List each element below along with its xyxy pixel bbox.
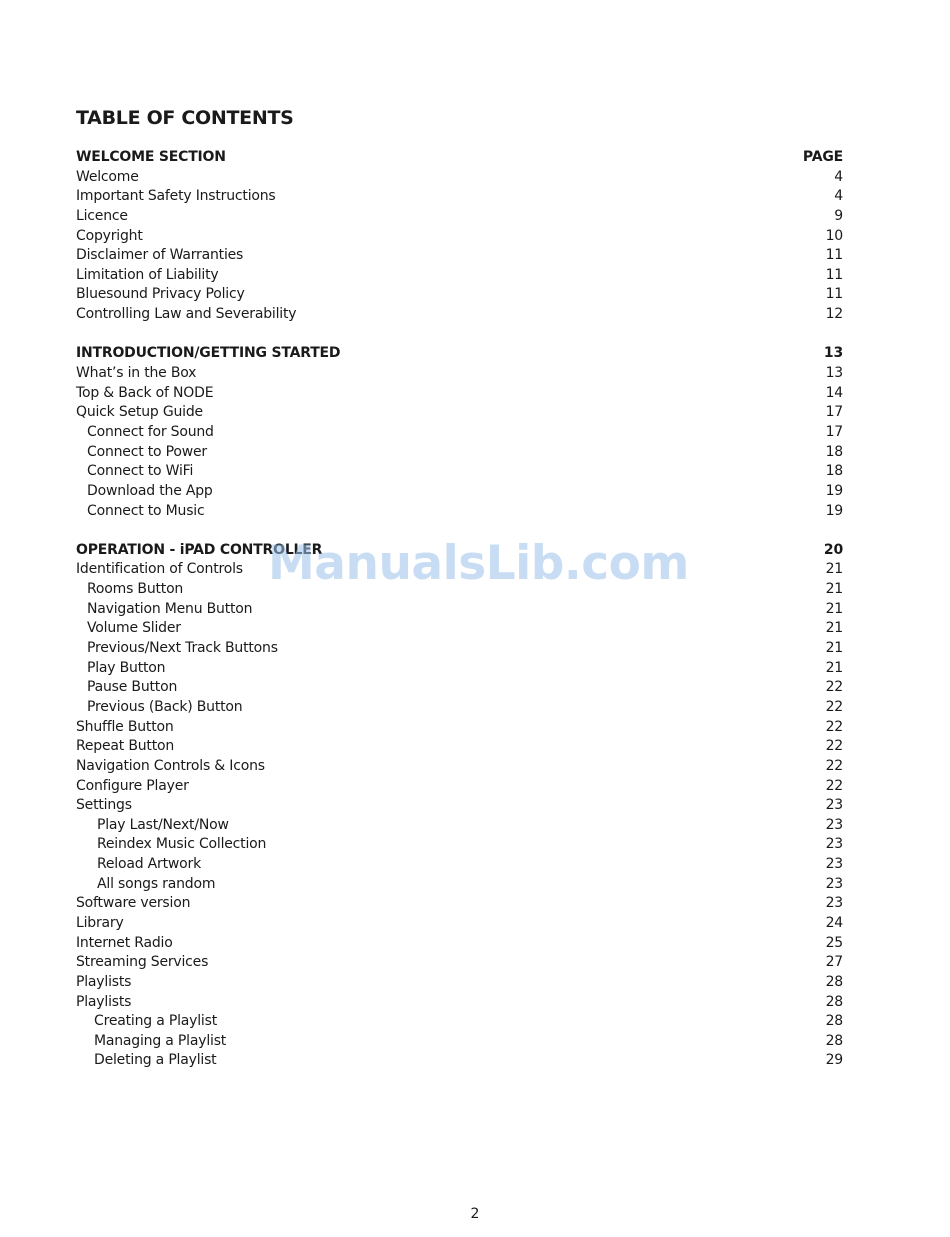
toc-entry[interactable] — [76, 1012, 843, 1032]
section-heading-page: PAGE — [802, 149, 843, 165]
toc-entry[interactable] — [76, 600, 843, 620]
toc-entry-page: 11 — [825, 266, 843, 283]
toc-entry-label: Important Safety Instructions — [76, 188, 276, 205]
toc-entry[interactable] — [76, 482, 843, 502]
toc-entry-page: 22 — [825, 679, 843, 696]
page-number: 2 — [470, 1206, 480, 1222]
toc-entry-label: Identification of Controls — [76, 561, 243, 578]
toc-entry[interactable] — [76, 423, 843, 443]
toc-entry-page: 21 — [825, 620, 843, 637]
toc-entry-label: Connect to WiFi — [87, 463, 194, 480]
toc-entry-label: Playlists — [76, 973, 132, 990]
toc-entry[interactable] — [76, 875, 843, 895]
toc-entry-page: 22 — [825, 777, 843, 794]
toc-entry-label: Streaming Services — [76, 954, 209, 971]
toc-entry[interactable] — [76, 227, 843, 247]
toc-entry-page: 4 — [834, 188, 843, 205]
toc-entry-label: What’s in the Box — [76, 365, 197, 382]
toc-entry[interactable] — [76, 934, 843, 954]
section-heading-label: OPERATION - iPAD CONTROLLER — [76, 541, 323, 558]
toc-entry-page: 14 — [825, 384, 843, 401]
toc-entry-label: Play Last/Next/Now — [97, 816, 229, 833]
toc-entry-label: Software version — [76, 895, 191, 912]
toc-entry-label: Top & Back of NODE — [76, 384, 214, 401]
toc-entry[interactable] — [76, 777, 843, 797]
toc-entry-page: 18 — [825, 443, 843, 460]
toc-entry-page: 13 — [825, 365, 843, 382]
toc-entry[interactable] — [76, 619, 843, 639]
toc-entry[interactable] — [76, 639, 843, 659]
toc-entry-label: Connect for Sound — [87, 423, 214, 440]
toc-entry-page: 21 — [825, 640, 843, 657]
toc-entry-label: Limitation of Liability — [76, 266, 219, 283]
toc-entry-page: 22 — [825, 738, 843, 755]
toc-entry-page: 9 — [834, 207, 843, 224]
toc-entry[interactable] — [76, 737, 843, 757]
watermark: ManualsLib.com — [268, 536, 689, 591]
toc-entry-label: Controlling Law and Severability — [76, 306, 297, 323]
toc-entry-page: 29 — [825, 1052, 843, 1069]
section-heading-label: WELCOME SECTION — [76, 149, 226, 165]
toc-entry-page: 21 — [825, 561, 843, 578]
toc-entry-label: Volume Slider — [87, 620, 181, 637]
toc-entry[interactable] — [76, 207, 843, 227]
toc-entry-page: 23 — [825, 836, 843, 853]
toc-entry-label: Play Button — [87, 659, 166, 676]
toc-entry[interactable] — [76, 914, 843, 934]
toc-entry-label: Internet Radio — [76, 934, 173, 951]
toc-entry-page: 22 — [825, 757, 843, 774]
toc-entry-page: 21 — [825, 659, 843, 676]
toc-entry-page: 19 — [825, 502, 843, 519]
toc-entry-label: Bluesound Privacy Policy — [76, 286, 245, 303]
toc-entry-page: 11 — [825, 247, 843, 264]
toc-entry-page: 11 — [825, 286, 843, 303]
toc-entry-label: Shuffle Button — [76, 718, 174, 735]
toc-entry-page: 18 — [825, 463, 843, 480]
toc-entry-label: Creating a Playlist — [94, 1013, 217, 1030]
toc-entry-label: Previous (Back) Button — [87, 698, 243, 715]
toc-entry-label: Deleting a Playlist — [94, 1052, 217, 1069]
toc-entry-label: Reload Artwork — [97, 856, 201, 873]
page-title: TABLE OF CONTENTS — [76, 107, 294, 129]
toc-entry-label: Pause Button — [87, 679, 178, 696]
toc-entry[interactable] — [76, 364, 843, 384]
toc-entry-label: Configure Player — [76, 777, 189, 794]
section-heading-label: INTRODUCTION/GETTING STARTED — [76, 345, 341, 362]
toc-entry-page: 21 — [825, 581, 843, 598]
toc-entry[interactable] — [76, 266, 843, 286]
toc-entry-page: 23 — [825, 895, 843, 912]
toc-entry[interactable] — [76, 993, 843, 1013]
toc-entry-page: 25 — [825, 934, 843, 951]
toc-entry-label: Connect to Power — [87, 443, 207, 460]
toc-entry-label: Welcome — [76, 168, 139, 185]
toc-entry[interactable] — [76, 894, 843, 914]
toc-entry[interactable] — [76, 953, 843, 973]
section-heading-page: 20 — [823, 541, 843, 558]
toc-entry-label: Managing a Playlist — [94, 1032, 227, 1049]
toc-entry-label: Download the App — [87, 482, 213, 499]
toc-entry[interactable] — [76, 757, 843, 777]
toc-entry[interactable] — [76, 246, 843, 266]
toc-entry-page: 28 — [825, 1013, 843, 1030]
section-heading[interactable] — [76, 148, 843, 168]
toc-entry[interactable] — [76, 659, 843, 679]
toc-entry-label: Navigation Controls & Icons — [76, 757, 265, 774]
toc-entry-page: 27 — [825, 954, 843, 971]
toc-entry-label: Repeat Button — [76, 738, 175, 755]
section-spacer — [76, 325, 843, 345]
toc-entry-page: 23 — [825, 856, 843, 873]
toc-entry[interactable] — [76, 973, 843, 993]
toc-entry-label: Playlists — [76, 993, 132, 1010]
toc-entry-label: Rooms Button — [87, 581, 184, 598]
toc-entry-label: Library — [76, 914, 124, 931]
toc-entry-page: 22 — [825, 698, 843, 715]
toc-entry-label: Settings — [76, 797, 132, 814]
toc-entry[interactable] — [76, 855, 843, 875]
toc-entry-page: 24 — [825, 914, 843, 931]
toc-entry-page: 4 — [834, 168, 843, 185]
toc-entry-label: Licence — [76, 207, 128, 224]
toc-entry-page: 10 — [825, 227, 843, 244]
toc-list — [76, 148, 843, 1071]
toc-entry[interactable] — [76, 796, 843, 816]
toc-entry-label: Copyright — [76, 227, 143, 244]
toc-entry[interactable] — [76, 718, 843, 738]
toc-entry[interactable] — [76, 1032, 843, 1052]
toc-entry-label: All songs random — [97, 875, 216, 892]
toc-entry[interactable] — [76, 443, 843, 463]
toc-entry[interactable] — [76, 384, 843, 404]
toc-entry[interactable] — [76, 305, 843, 325]
toc-entry-page: 28 — [825, 973, 843, 990]
toc-entry[interactable] — [76, 502, 843, 522]
section-heading[interactable] — [76, 344, 843, 364]
toc-entry-label: Disclaimer of Warranties — [76, 247, 244, 264]
toc-entry[interactable] — [76, 187, 843, 207]
toc-entry-page: 17 — [825, 423, 843, 440]
toc-entry-page: 17 — [825, 404, 843, 421]
toc-entry-label: Navigation Menu Button — [87, 600, 253, 617]
toc-entry[interactable] — [76, 678, 843, 698]
toc-entry[interactable] — [76, 816, 843, 836]
toc-entry[interactable] — [76, 1051, 843, 1071]
toc-entry-page: 28 — [825, 993, 843, 1010]
toc-entry-page: 28 — [825, 1032, 843, 1049]
toc-entry-page: 23 — [825, 875, 843, 892]
toc-entry-label: Previous/Next Track Buttons — [87, 640, 278, 657]
toc-entry-label: Quick Setup Guide — [76, 404, 203, 421]
toc-entry-page: 21 — [825, 600, 843, 617]
toc-entry[interactable] — [76, 462, 843, 482]
toc-entry-page: 23 — [825, 816, 843, 833]
toc-entry[interactable] — [76, 403, 843, 423]
toc-entry-label: Connect to Music — [87, 502, 205, 519]
toc-entry[interactable] — [76, 698, 843, 718]
toc-entry-page: 19 — [825, 482, 843, 499]
section-heading-page: 13 — [823, 345, 843, 362]
toc-entry-page: 12 — [825, 306, 843, 323]
toc-entry[interactable] — [76, 835, 843, 855]
toc-entry[interactable] — [76, 168, 843, 188]
toc-entry-page: 23 — [825, 797, 843, 814]
toc-entry[interactable] — [76, 285, 843, 305]
toc-entry-page: 22 — [825, 718, 843, 735]
toc-entry-label: Reindex Music Collection — [97, 836, 267, 853]
